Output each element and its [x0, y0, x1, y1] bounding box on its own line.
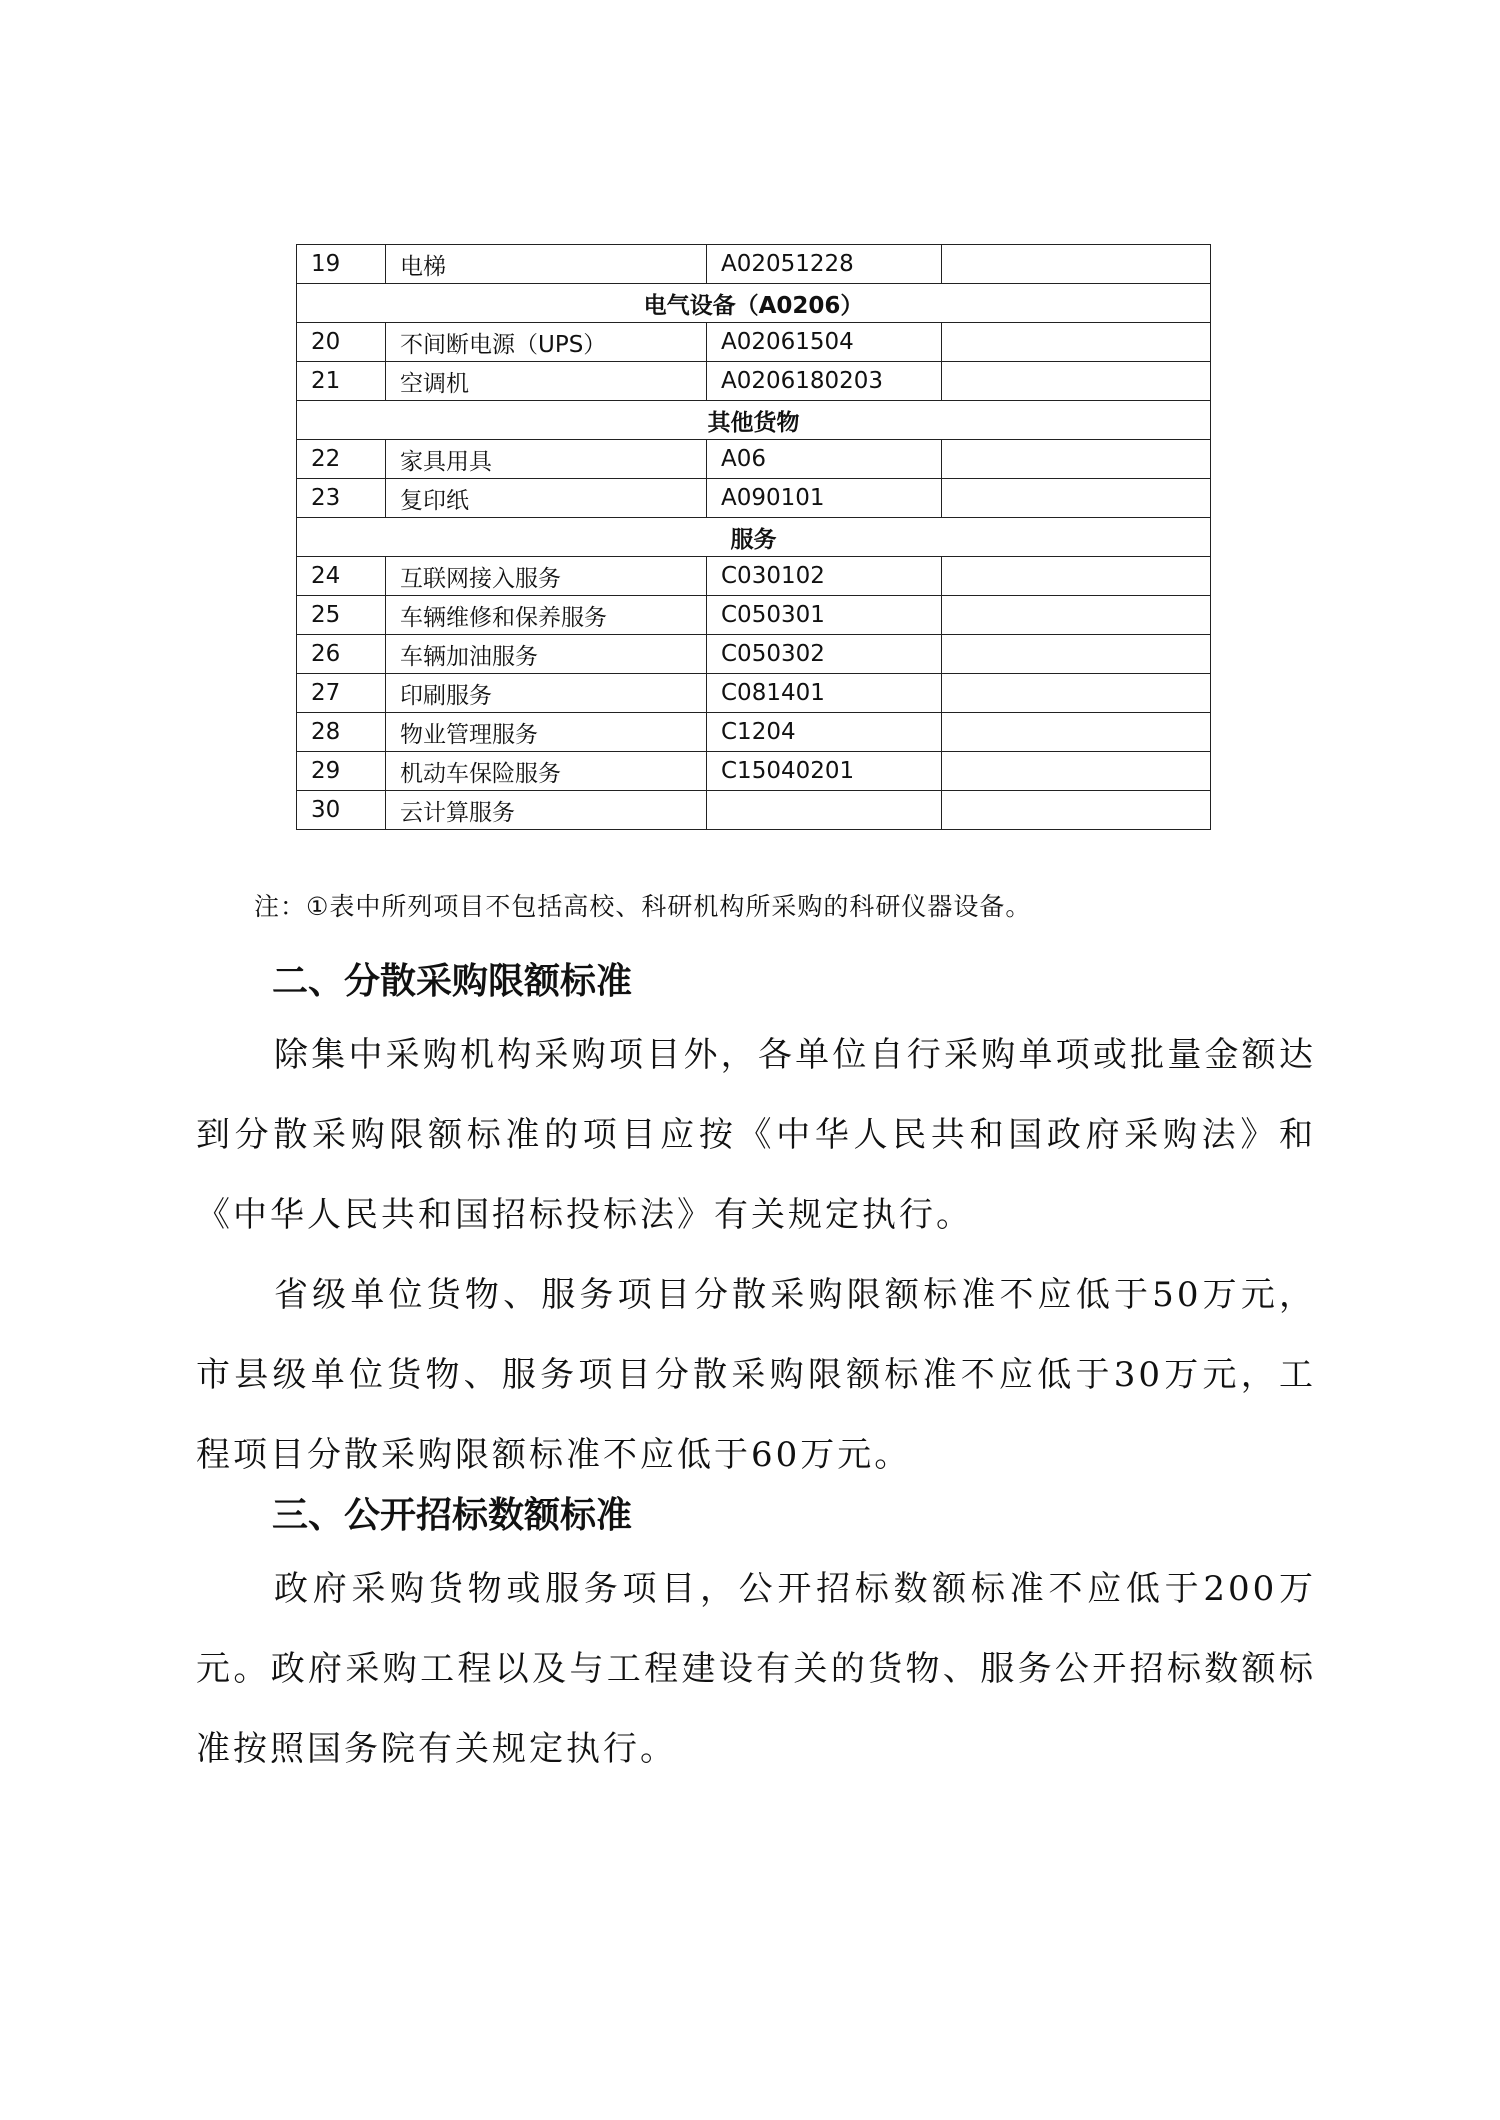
table-note: 注：①表中所列项目不包括高校、科研机构所采购的科研仪器设备。 — [254, 892, 1032, 921]
row-number: 19 — [297, 245, 386, 284]
item-code: C050301 — [707, 596, 942, 635]
item-name: 物业管理服务 — [386, 713, 707, 752]
item-remark — [942, 596, 1211, 635]
row-number: 23 — [297, 479, 386, 518]
item-remark — [942, 245, 1211, 284]
item-name: 车辆加油服务 — [386, 635, 707, 674]
item-remark — [942, 752, 1211, 791]
item-code: C15040201 — [707, 752, 942, 791]
section-label: 服务 — [297, 518, 1211, 557]
item-remark — [942, 635, 1211, 674]
procurement-catalog-table — [296, 244, 1211, 830]
item-remark — [942, 479, 1211, 518]
item-code: A090101 — [707, 479, 942, 518]
item-name: 不间断电源（UPS） — [386, 323, 707, 362]
section-2-paragraph-2: 省级单位货物、服务项目分散采购限额标准不应低于50万元，市县级单位货物、服务项目分散采购限额标准不应低于30万元，工程项目分散采购限额标准不应低于60万元。 — [196, 1275, 1316, 1475]
item-name: 印刷服务 — [386, 674, 707, 713]
item-name: 空调机 — [386, 362, 707, 401]
section-2-heading: 二、分散采购限额标准 — [272, 961, 633, 1002]
section-3-paragraph-1: 政府采购货物或服务项目，公开招标数额标准不应低于200万元。政府采购工程以及与工程建设有关的货物、服务公开招标数额标准按照国务院有关规定执行。 — [196, 1569, 1316, 1769]
row-number: 21 — [297, 362, 386, 401]
table-row — [297, 245, 1211, 284]
item-name: 云计算服务 — [386, 791, 707, 830]
item-name: 机动车保险服务 — [386, 752, 707, 791]
table-row — [297, 635, 1211, 674]
item-code: C081401 — [707, 674, 942, 713]
table-row — [297, 479, 1211, 518]
row-number: 25 — [297, 596, 386, 635]
section-3-heading: 三、公开招标数额标准 — [272, 1495, 633, 1536]
item-code: A0206180203 — [707, 362, 942, 401]
table-row — [297, 674, 1211, 713]
item-remark — [942, 674, 1211, 713]
item-code — [707, 791, 942, 830]
row-number: 24 — [297, 557, 386, 596]
table-section-row — [297, 401, 1211, 440]
table-row — [297, 323, 1211, 362]
table-row — [297, 440, 1211, 479]
item-code: C050302 — [707, 635, 942, 674]
item-code: A02061504 — [707, 323, 942, 362]
table-row — [297, 596, 1211, 635]
item-name: 车辆维修和保养服务 — [386, 596, 707, 635]
section-2-paragraph-1: 除集中采购机构采购项目外，各单位自行采购单项或批量金额达到分散采购限额标准的项目应按《中华人民共和国政府采购法》和《中华人民共和国招标投标法》有关规定执行。 — [196, 1035, 1316, 1235]
table-row — [297, 752, 1211, 791]
item-code: C1204 — [707, 713, 942, 752]
row-number: 20 — [297, 323, 386, 362]
item-name: 电梯 — [386, 245, 707, 284]
section-label: 电气设备（A0206） — [297, 284, 1211, 323]
table-row — [297, 362, 1211, 401]
item-code: A06 — [707, 440, 942, 479]
item-remark — [942, 362, 1211, 401]
item-code: A02051228 — [707, 245, 942, 284]
item-remark — [942, 557, 1211, 596]
table-section-row — [297, 284, 1211, 323]
row-number: 29 — [297, 752, 386, 791]
item-remark — [942, 713, 1211, 752]
table-row — [297, 557, 1211, 596]
table-row — [297, 791, 1211, 830]
item-remark — [942, 323, 1211, 362]
catalog-table-body — [297, 245, 1211, 830]
row-number: 22 — [297, 440, 386, 479]
item-name: 家具用具 — [386, 440, 707, 479]
row-number: 30 — [297, 791, 386, 830]
table-section-row — [297, 518, 1211, 557]
item-name: 复印纸 — [386, 479, 707, 518]
row-number: 27 — [297, 674, 386, 713]
row-number: 26 — [297, 635, 386, 674]
item-name: 互联网接入服务 — [386, 557, 707, 596]
section-label: 其他货物 — [297, 401, 1211, 440]
item-remark — [942, 440, 1211, 479]
item-code: C030102 — [707, 557, 942, 596]
row-number: 28 — [297, 713, 386, 752]
table-row — [297, 713, 1211, 752]
item-remark — [942, 791, 1211, 830]
